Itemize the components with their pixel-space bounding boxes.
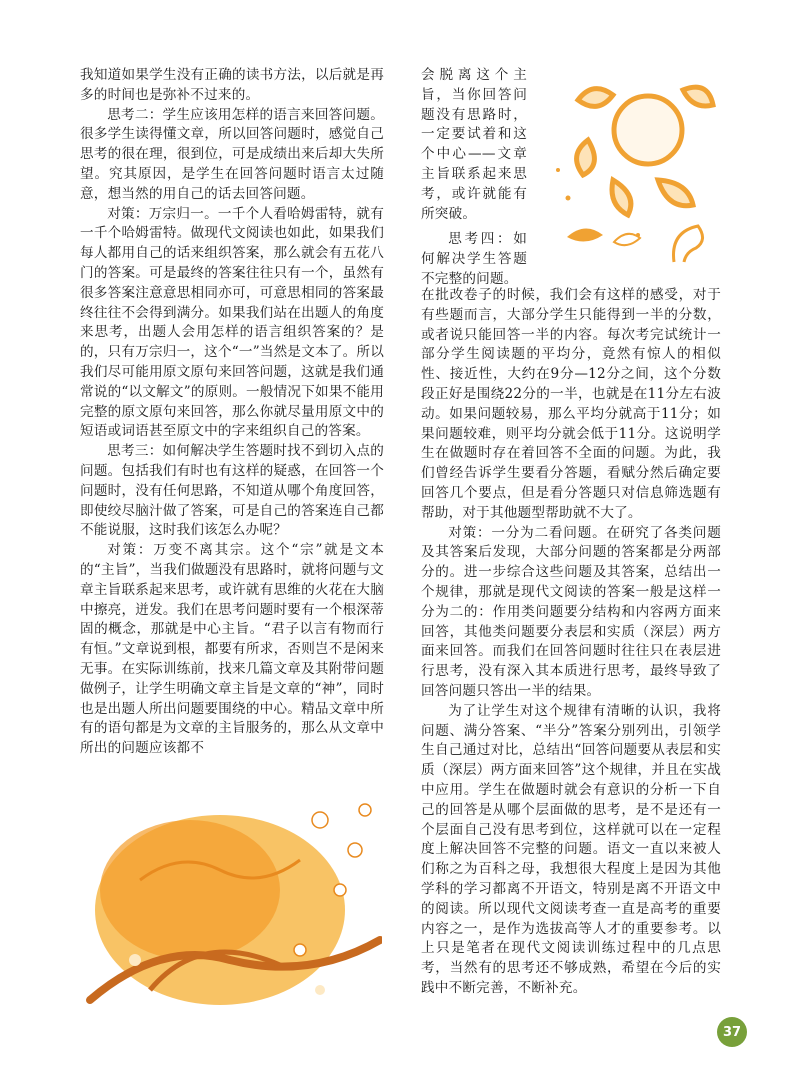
- paragraph: 在批改卷子的时候，我们会有这样的感受，对于有些题而言，大部分学生只能得到一半的分数，或者说只能回答一半的内容。每次考完试统计一部分学生阅读题的平均分，竟然有惊人的相似性、接近性，大约在9分—12分之间，这个分数段正好是围绕22分的一半，也就是在11分左右波动。如果问题较易，那么平均分就高于11分；如果问题较难，则平均分就会低于11分。这说明学生在做题时存在着回答不全面的问题。为此，我们曾经告诉学生要看分答题，看赋分然后确定要回答几个要点，但是看分答题只对信息筛选题有帮助，对于其他题型帮助就不大了。: [421, 287, 721, 521]
- right-text-column: [421, 286, 721, 999]
- leaf-outline-icon: [612, 228, 642, 250]
- petal-curl-icon: [668, 222, 712, 268]
- paragraph: 思考四：如何解决学生答题不完整的问题。: [421, 231, 527, 287]
- paragraph: 思考三：如何解决学生答题时找不到切入点的问题。包括我们有时也有这样的疑惑，在回答一个问题时，没有任何思路，不知道从哪个角度回答，即使绞尽脑汁做了答案，可是自己的答案连自己都不能说服，这时我们该怎么办呢？: [80, 443, 384, 539]
- section-heading-thought-four: [421, 230, 527, 289]
- left-text-column: [80, 66, 384, 759]
- paragraph: 会脱离这个主旨，当你回答问题没有思路时，一定要试着和这个中心——文章主旨联系起来思考，或许就能有所突破。: [421, 67, 527, 222]
- leaf-orange-icon: [565, 225, 605, 247]
- paragraph: 对策：万宗归一。一千个人看哈姆雷特，就有一千个哈姆雷特。做现代文阅读也如此，如果我们每人都用自己的话来组织答案，那么就会有五花八门的答案。可是最终的答案往往只有一个，虽然有很多答案注意意思相同亦可，可意思相同的答案最终往往不会得到满分。如果我们站在出题人的角度来思考，出题人会用怎样的语言组织答案的？是的，只有万宗归一，这个“一”当然是文本了。所以我们尽可能用原文原句来回答问题，这就是我们通常说的“以文解文”的原则。一般情况下如果不能用完整的原文原句来回答，那么你就尽量用原文中的短语或词语甚至原文中的字来组织自己的答案。: [80, 205, 384, 440]
- paragraph: 我知道如果学生没有正确的读书方法，以后就是再多的时间也是弥补不过来的。: [80, 67, 384, 103]
- page-number: 37: [717, 1017, 747, 1047]
- paragraph: 对策：一分为二看问题。在研究了各类问题及其答案后发现，大部分问题的答案都是分两部分的。进一步综合这些问题及其答案，总结出一个规律，那就是现代文阅读的答案一般是这样一分为二的：作用类问题要分结构和内容两方面来回答，其他类问题要分表层和实质（深层）两方面来回答。而我们在回答问题时往往只在表层进行思考，没有深入其本质进行思考，最终导致了回答问题只答出一半的结果。: [421, 524, 721, 699]
- blossom-tree-illustration: [80, 790, 382, 1020]
- paragraph: 思考二：学生应该用怎样的语言来回答问题。很多学生读得懂文章，所以回答问题时，感觉自己思考的很在理，很到位，可是成绩出来后却大失所望。究其原因，是学生在回答问题时语言太过随意，想当然的用自己的话去回答问题。: [80, 106, 384, 202]
- right-top-text: [421, 66, 527, 224]
- paragraph: 对策：万变不离其宗。这个“宗”就是文本的“主旨”，当我们做题没有思路时，就将问题与文章主旨联系起来思考，或许就有思维的火花在大脑中擦亮，迸发。我们在思考问题时要有一个根深蒂固的概念，那就是中心主旨。“君子以言有物而行有恒。”文章说到根，都要有所求，否则岂不是闲来无事。在实际训练前，找来几篇文章及其附带问题做例子，让学生明确文章主旨是文章的“神”，同时也是出题人所出问题要围绕的中心。精品文章中所有的语句都是为文章的主旨服务的，那么从文章中所出的问题应该都不: [80, 542, 384, 757]
- paragraph: 为了让学生对这个规律有清晰的认识，我将问题、满分答案、“半分”答案分别列出，引领学生自己通过对比，总结出“回答问题要从表层和实质（深层）两方面来回答”这个规律，并且在实战中应用。学生在做题时就会有意识的分析一下自己的回答是从哪个层面做的思考，是不是还有一个层面自己没有思考到位，这样就可以在一定程度上解决回答不完整的问题。语文一直以来被人们称之为百科之母，我想很大程度上是因为其他学科的学习都离不开语文，特别是离不开语文中的阅读。所以现代文阅读考查一直是高考的重要内容之一，是作为选拔高等人才的重要参考。以上只是笔者在现代文阅读训练过程中的几点思考，当然有的思考还不够成熟，希望在今后的实践中不断完善，不断补充。: [421, 702, 721, 996]
